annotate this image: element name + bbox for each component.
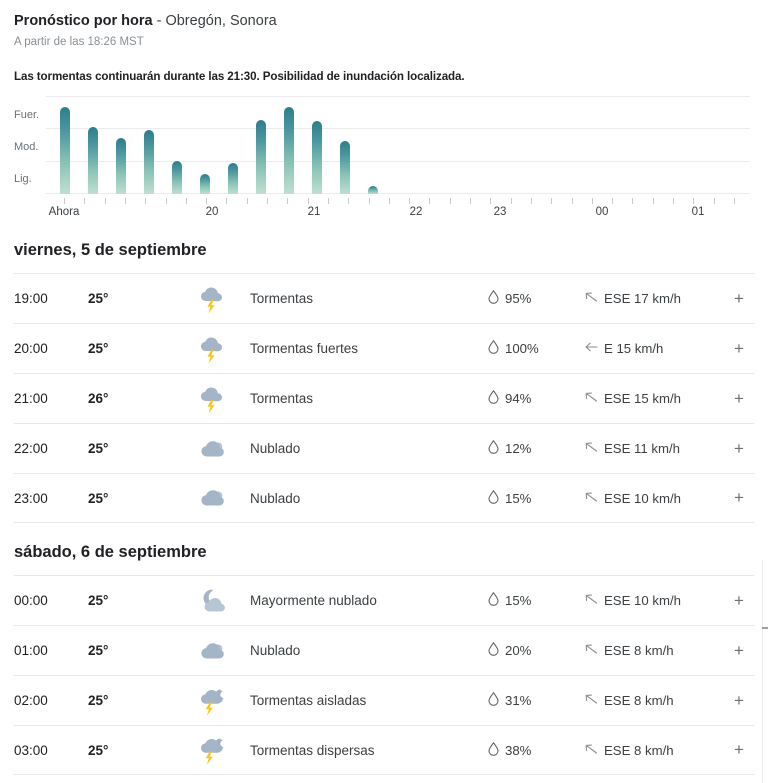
row-wind — [584, 593, 724, 608]
row-wind — [584, 391, 724, 406]
chart-bar — [228, 163, 238, 194]
x-axis-tick — [551, 198, 552, 204]
x-axis-tick — [328, 198, 329, 204]
night-thunderstorm-icon — [196, 733, 250, 767]
row-wind-value: ESE 11 km/h — [604, 441, 680, 456]
row-time: 21:00 — [14, 391, 48, 406]
day-group-heading: sábado, 6 de septiembre — [14, 543, 207, 561]
x-axis-tick — [734, 198, 735, 204]
row-time: 23:00 — [14, 490, 48, 506]
row-time: 00:00 — [14, 593, 48, 608]
row-humidity — [488, 290, 584, 307]
x-axis-tick — [247, 198, 248, 204]
water-drop-icon — [488, 692, 499, 709]
row-condition: Tormentas aisladas — [250, 693, 367, 708]
row-humidity — [488, 440, 584, 457]
table-row[interactable] — [14, 725, 754, 775]
row-humidity — [488, 390, 584, 407]
table-row[interactable] — [14, 625, 754, 675]
row-wind — [584, 693, 724, 708]
forecast-row-list — [0, 575, 768, 775]
x-axis-tick — [632, 198, 633, 204]
row-humidity-value: 95% — [505, 291, 532, 306]
row-condition: Nublado — [250, 490, 301, 506]
row-wind — [584, 291, 724, 306]
row-time: 22:00 — [14, 441, 48, 456]
x-axis-tick — [450, 198, 451, 204]
row-temperature: 25° — [88, 341, 109, 356]
thunderstorm-icon — [196, 282, 250, 316]
x-axis-ticks — [46, 198, 750, 205]
x-axis-tick — [206, 198, 207, 204]
y-axis-label-fuerte: Fuer. — [14, 109, 40, 121]
wind-direction-icon — [584, 593, 598, 608]
x-axis-tick — [308, 198, 309, 204]
row-humidity — [488, 490, 584, 507]
x-axis-tick — [84, 198, 85, 204]
row-temperature: 25° — [88, 441, 109, 456]
row-wind — [584, 643, 724, 658]
x-axis-tick — [490, 198, 491, 204]
weather-alert-text: Las tormentas continuarán durante las 21:30. Posibilidad de inundación localizada. — [14, 70, 465, 83]
water-drop-icon — [488, 390, 499, 407]
row-humidity-value: 15% — [505, 593, 532, 608]
row-condition: Nublado — [250, 441, 301, 456]
wind-direction-icon — [584, 743, 598, 758]
page-title — [14, 12, 754, 30]
x-axis-tick — [105, 198, 106, 204]
row-temperature: 25° — [88, 643, 109, 658]
x-axis-label: 23 — [493, 206, 507, 218]
row-wind-value: ESE 15 km/h — [604, 391, 681, 406]
row-wind-value: ESE 10 km/h — [604, 593, 681, 608]
expand-row-button[interactable]: + — [734, 338, 744, 358]
x-axis-tick — [714, 198, 715, 204]
chart-bar — [200, 174, 210, 194]
x-axis-tick — [186, 198, 187, 204]
wind-direction-icon — [584, 491, 598, 506]
expand-row-button[interactable]: + — [734, 488, 744, 507]
x-axis-tick — [369, 198, 370, 204]
precipitation-chart — [0, 96, 768, 221]
row-wind — [584, 491, 724, 506]
row-wind-value: ESE 10 km/h — [604, 490, 681, 506]
row-humidity — [488, 340, 584, 357]
chart-bar — [256, 120, 266, 194]
row-condition: Mayormente nublado — [250, 593, 377, 608]
chart-bars — [46, 96, 750, 194]
scroll-edge-line — [762, 560, 763, 783]
forecast-row-list — [0, 273, 768, 523]
x-axis-label: 00 — [595, 206, 609, 218]
row-wind — [584, 441, 724, 456]
forecast-day-groups — [0, 241, 768, 775]
row-wind-value: ESE 17 km/h — [604, 291, 681, 306]
x-axis-tick — [653, 198, 654, 204]
row-temperature: 25° — [88, 593, 109, 608]
table-row[interactable] — [14, 575, 754, 625]
table-row[interactable] — [14, 473, 754, 523]
chart-bar — [144, 130, 154, 194]
x-axis-tick — [267, 198, 268, 204]
water-drop-icon — [488, 642, 499, 659]
table-row[interactable] — [14, 373, 754, 423]
row-humidity-value: 12% — [505, 441, 532, 456]
x-axis-tick — [64, 198, 65, 204]
x-axis-tick — [287, 198, 288, 204]
x-axis-label: 22 — [409, 206, 423, 218]
row-humidity-value: 15% — [505, 490, 532, 506]
chart-bar — [284, 107, 294, 194]
day-group-heading: viernes, 5 de septiembre — [14, 241, 207, 259]
row-time: 01:00 — [14, 643, 48, 658]
chart-bar — [60, 107, 70, 194]
row-wind — [584, 341, 724, 356]
water-drop-icon — [488, 742, 499, 759]
expand-row-button[interactable]: + — [734, 438, 744, 458]
y-axis-label-moderado: Mod. — [14, 141, 39, 153]
water-drop-icon — [488, 592, 499, 609]
cloudy-icon — [196, 481, 250, 515]
moon-cloud-icon — [196, 584, 250, 618]
panel-header — [0, 0, 768, 84]
x-axis-tick — [166, 198, 167, 204]
row-humidity-value: 31% — [505, 693, 532, 708]
x-axis-tick — [612, 198, 613, 204]
page-title-location: - Obregón, Sonora — [152, 13, 277, 29]
row-time: 20:00 — [14, 341, 48, 356]
row-humidity-value: 38% — [505, 742, 532, 758]
x-axis-tick — [511, 198, 512, 204]
cloudy-icon — [196, 432, 250, 466]
expand-row-button[interactable]: + — [734, 640, 744, 660]
x-axis-tick — [125, 198, 126, 204]
x-axis-tick — [470, 198, 471, 204]
expand-row-button[interactable]: + — [734, 288, 744, 308]
expand-row-button[interactable]: + — [734, 740, 744, 759]
table-row[interactable] — [14, 675, 754, 725]
wind-direction-icon — [584, 291, 598, 306]
x-axis-label: 01 — [691, 206, 705, 218]
chart-bar — [88, 127, 98, 194]
scroll-edge-marker — [762, 627, 768, 629]
row-humidity-value: 100% — [505, 341, 539, 356]
row-condition: Tormentas dispersas — [250, 742, 375, 758]
chart-bar — [172, 161, 182, 194]
row-wind-value: E 15 km/h — [604, 341, 664, 356]
row-temperature: 25° — [88, 742, 109, 758]
row-humidity-value: 20% — [505, 643, 532, 658]
x-axis-label: 21 — [307, 206, 321, 218]
chart-bar — [340, 141, 350, 194]
x-axis-tick — [145, 198, 146, 204]
x-axis-tick — [572, 198, 573, 204]
table-row[interactable] — [14, 273, 754, 323]
wind-direction-icon — [584, 643, 598, 658]
row-time: 19:00 — [14, 291, 48, 306]
row-condition: Tormentas — [250, 291, 314, 306]
thunderstorm-icon — [196, 332, 250, 366]
chart-bar — [368, 186, 378, 194]
night-thunderstorm-icon — [196, 684, 250, 718]
cloudy-icon — [196, 634, 250, 668]
row-condition: Tormentas fuertes — [250, 341, 359, 356]
row-condition: Tormentas — [250, 391, 314, 406]
row-wind-value: ESE 8 km/h — [604, 742, 674, 758]
row-humidity — [488, 742, 584, 759]
water-drop-icon — [488, 290, 499, 307]
row-humidity-value: 94% — [505, 391, 532, 406]
x-axis-tick — [389, 198, 390, 204]
row-wind-value: ESE 8 km/h — [604, 693, 674, 708]
row-temperature: 25° — [88, 490, 109, 506]
chart-plot-area — [46, 96, 750, 194]
water-drop-icon — [488, 490, 499, 507]
page-title-main: Pronóstico por hora — [14, 13, 153, 29]
row-condition: Nublado — [250, 643, 301, 658]
row-temperature: 26° — [88, 391, 109, 406]
row-temperature: 25° — [88, 291, 109, 306]
row-time: 02:00 — [14, 693, 48, 708]
x-axis-tick — [592, 198, 593, 204]
water-drop-icon — [488, 440, 499, 457]
row-humidity — [488, 642, 584, 659]
x-axis-labels — [46, 206, 750, 222]
row-time: 03:00 — [14, 742, 48, 758]
x-axis-tick — [673, 198, 674, 204]
chart-bar — [116, 138, 126, 194]
x-axis-tick — [409, 198, 410, 204]
row-humidity — [488, 592, 584, 609]
x-axis-tick — [531, 198, 532, 204]
table-row[interactable] — [14, 323, 754, 373]
x-axis-tick — [693, 198, 694, 204]
wind-direction-icon — [584, 391, 598, 406]
expand-row-button[interactable]: + — [734, 690, 744, 710]
water-drop-icon — [488, 340, 499, 357]
x-axis-tick — [226, 198, 227, 204]
expand-row-button[interactable]: + — [734, 590, 744, 610]
x-axis-tick — [348, 198, 349, 204]
row-wind-value: ESE 8 km/h — [604, 643, 674, 658]
chart-bar — [312, 121, 322, 194]
row-humidity — [488, 692, 584, 709]
table-row[interactable] — [14, 423, 754, 473]
x-axis-label: 20 — [205, 206, 219, 218]
wind-direction-icon — [584, 441, 598, 456]
expand-row-button[interactable]: + — [734, 388, 744, 408]
wind-direction-icon — [584, 693, 598, 708]
thunderstorm-icon — [196, 382, 250, 416]
x-axis-label: Ahora — [48, 206, 80, 218]
y-axis-label-ligero: Lig. — [14, 173, 32, 185]
wind-direction-icon — [584, 341, 598, 356]
forecast-start-time: A partir de las 18:26 MST — [14, 36, 144, 48]
row-temperature: 25° — [88, 693, 109, 708]
x-axis-tick — [429, 198, 430, 204]
row-wind — [584, 743, 724, 758]
